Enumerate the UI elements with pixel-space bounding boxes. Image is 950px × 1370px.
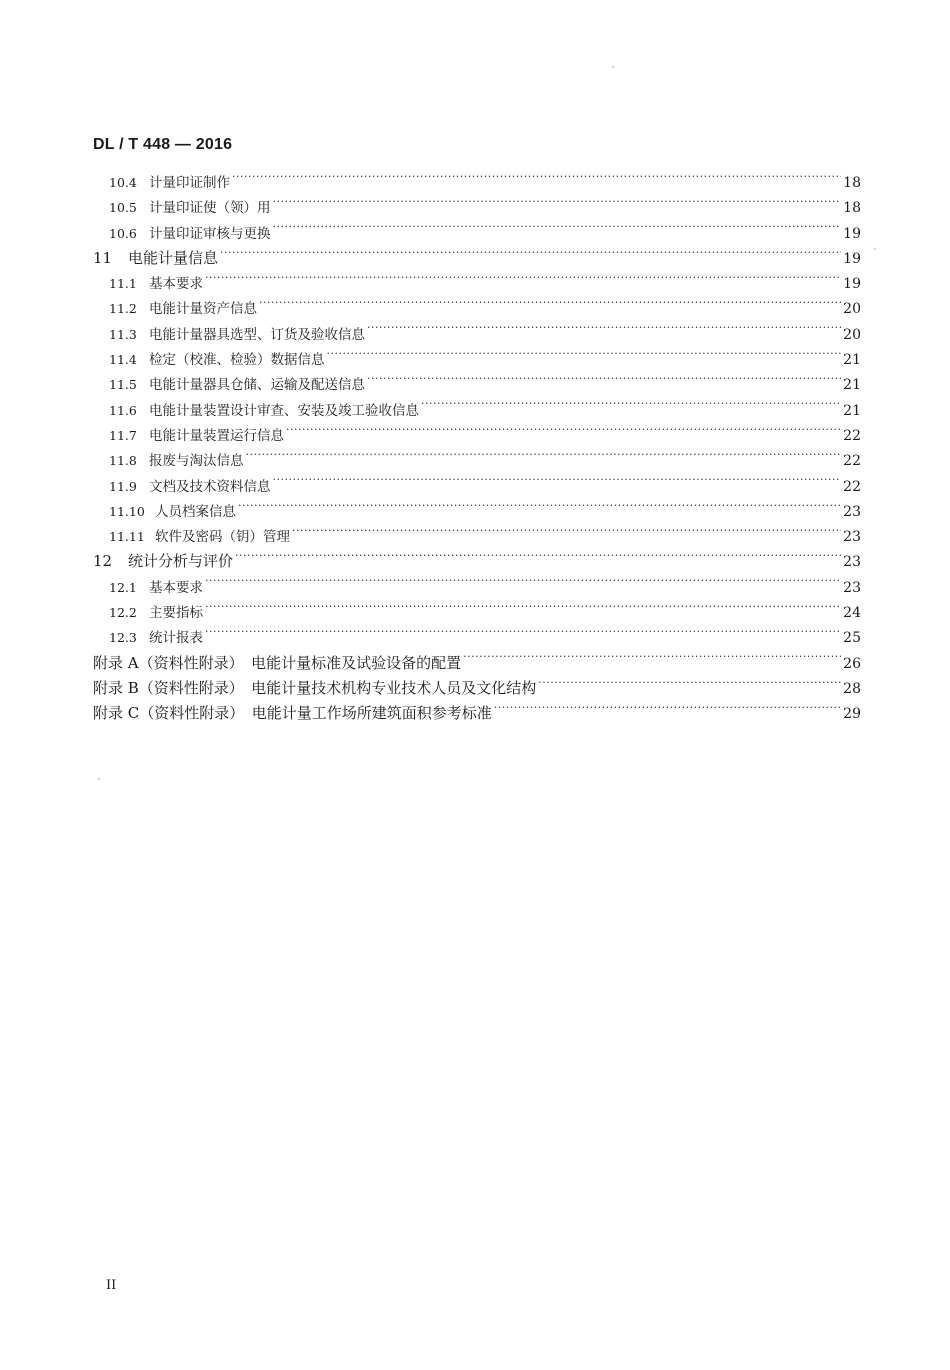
dot-leader: [538, 678, 841, 693]
toc-entry[interactable]: [93, 676, 861, 701]
toc-entry-title: 电能计量信息: [128, 248, 219, 267]
scan-speck: [612, 66, 614, 68]
toc-entry-page: 18: [843, 200, 861, 217]
dot-leader: [205, 604, 841, 618]
toc-entry-number: 12.3: [109, 630, 137, 646]
toc-entry-number: 11.10: [109, 503, 145, 519]
toc-entry-page: 23: [843, 579, 861, 596]
document-id-header: DL / T 448 — 2016: [93, 136, 233, 153]
toc-entry[interactable]: [93, 575, 861, 600]
toc-entry[interactable]: [93, 271, 861, 296]
toc-entry-title: 电能计量资产信息: [149, 301, 257, 318]
toc-entry[interactable]: [93, 600, 861, 625]
dot-leader: [246, 452, 842, 466]
dot-leader: [259, 300, 841, 314]
toc-entry-title: 统计报表: [149, 630, 203, 647]
toc-entry[interactable]: [93, 448, 861, 473]
toc-entry-page: 20: [843, 301, 861, 318]
toc-entry[interactable]: [93, 701, 861, 726]
toc-entry-number: 11.4: [109, 352, 137, 368]
toc-entry[interactable]: [93, 347, 861, 372]
dot-leader: [232, 174, 841, 188]
scan-speck: [874, 248, 876, 250]
toc-entry[interactable]: [93, 372, 861, 397]
dot-leader: [494, 703, 841, 718]
toc-entry-title: 基本要求: [149, 276, 203, 293]
toc-entry-page: 29: [843, 706, 861, 723]
dot-leader: [327, 351, 842, 365]
dot-leader: [367, 376, 841, 390]
toc-entry-page: 19: [843, 250, 861, 267]
toc-entry-number: 11.6: [109, 402, 137, 418]
toc-entry-title: 检定（校准、检验）数据信息: [149, 352, 325, 369]
page-folio: II: [106, 1278, 117, 1293]
toc-entry[interactable]: [93, 170, 861, 195]
toc-entry[interactable]: [93, 499, 861, 524]
toc-entry-page: 28: [843, 680, 861, 697]
toc-entry-number: 11.8: [109, 453, 137, 469]
toc-entry[interactable]: [93, 221, 861, 246]
toc-entry-number: 11: [93, 248, 113, 267]
toc-entry-title: 计量印证审核与更换: [149, 225, 271, 242]
toc-entry-title: 主要指标: [149, 605, 203, 622]
toc-entry-number: 11.9: [109, 478, 137, 494]
scan-speck: [98, 778, 100, 780]
toc-entry-title: 附录 A（资料性附录） 电能计量标准及试验设备的配置: [93, 653, 462, 672]
dot-leader: [273, 477, 842, 491]
toc-entry-number: 12: [93, 552, 113, 571]
toc-entry-title: 文档及技术资料信息: [149, 478, 271, 495]
toc-entry-title: 计量印证制作: [149, 175, 230, 191]
toc-entry-page: 26: [843, 655, 861, 672]
dot-leader: [220, 248, 841, 263]
toc-entry-number: 12.1: [109, 579, 137, 595]
toc-entry-number: 11.11: [109, 529, 145, 545]
toc-entry-page: 22: [843, 427, 861, 444]
toc-entry-number: 11.3: [109, 326, 137, 342]
toc-entry-title: 人员档案信息: [155, 503, 236, 520]
toc-entry[interactable]: [93, 651, 861, 676]
toc-entry-number: 11.2: [109, 301, 137, 317]
toc-entry-title: 电能计量器具选型、订货及验收信息: [149, 326, 365, 343]
toc-entry-title: 统计分析与评价: [128, 552, 234, 571]
dot-leader: [273, 199, 842, 213]
toc-entry[interactable]: [93, 524, 861, 549]
toc-entry-title: 电能计量装置设计审查、安装及竣工验收信息: [149, 402, 419, 419]
toc-entry[interactable]: [93, 296, 861, 321]
toc-entry-title: 附录 B（资料性附录） 电能计量技术机构专业技术人员及文化结构: [93, 678, 537, 697]
toc-entry-page: 19: [843, 276, 861, 293]
dot-leader: [286, 426, 841, 440]
toc-entry[interactable]: [93, 322, 861, 347]
toc-entry-page: 20: [843, 326, 861, 343]
toc-entry-page: 25: [843, 630, 861, 647]
toc-entry[interactable]: [93, 474, 861, 499]
toc-entry-page: 23: [843, 529, 861, 546]
dot-leader: [463, 653, 841, 668]
dot-leader: [205, 275, 841, 289]
toc-entry-number: 10.5: [109, 200, 137, 216]
toc-entry-page: 21: [843, 352, 861, 369]
toc-entry-page: 22: [843, 453, 861, 470]
toc-entry-number: 11.7: [109, 427, 137, 443]
dot-leader: [205, 578, 841, 592]
toc-entry-number: 11.1: [109, 276, 137, 292]
toc-entry-title: 电能计量装置运行信息: [149, 427, 284, 444]
toc-entry-title: 附录 C（资料性附录） 电能计量工作场所建筑面积参考标准: [93, 704, 492, 723]
toc-entry[interactable]: [93, 195, 861, 220]
toc-entry[interactable]: [93, 246, 861, 271]
toc-entry-title: 电能计量器具仓储、运输及配送信息: [149, 377, 365, 394]
toc-entry-page: 21: [843, 377, 861, 394]
toc-entry[interactable]: [93, 625, 861, 650]
dot-leader: [421, 401, 841, 415]
toc-entry[interactable]: [93, 549, 861, 574]
toc-entry[interactable]: [93, 423, 861, 448]
toc-entry-number: 10.4: [109, 175, 137, 190]
toc-entry-title: 报废与淘汰信息: [149, 453, 244, 470]
dot-leader: [205, 629, 841, 643]
dot-leader: [292, 528, 841, 542]
toc-entry-title: 基本要求: [149, 579, 203, 596]
toc-entry-title: 软件及密码（钥）管理: [155, 529, 290, 546]
toc-entry-page: 18: [843, 175, 861, 191]
dot-leader: [235, 551, 841, 566]
table-of-contents: [93, 170, 861, 727]
toc-entry-page: 22: [843, 478, 861, 495]
toc-entry-page: 19: [843, 225, 861, 242]
dot-leader: [273, 224, 842, 238]
toc-entry[interactable]: [93, 398, 861, 423]
toc-entry-page: 24: [843, 605, 861, 622]
toc-entry-page: 23: [843, 554, 861, 571]
toc-entry-number: 12.2: [109, 605, 137, 621]
dot-leader: [238, 502, 841, 516]
dot-leader: [367, 325, 841, 339]
toc-entry-number: 10.6: [109, 225, 137, 241]
toc-entry-page: 23: [843, 503, 861, 520]
toc-entry-title: 计量印证使（领）用: [149, 200, 271, 217]
toc-entry-number: 11.5: [109, 377, 137, 393]
toc-entry-page: 21: [843, 402, 861, 419]
